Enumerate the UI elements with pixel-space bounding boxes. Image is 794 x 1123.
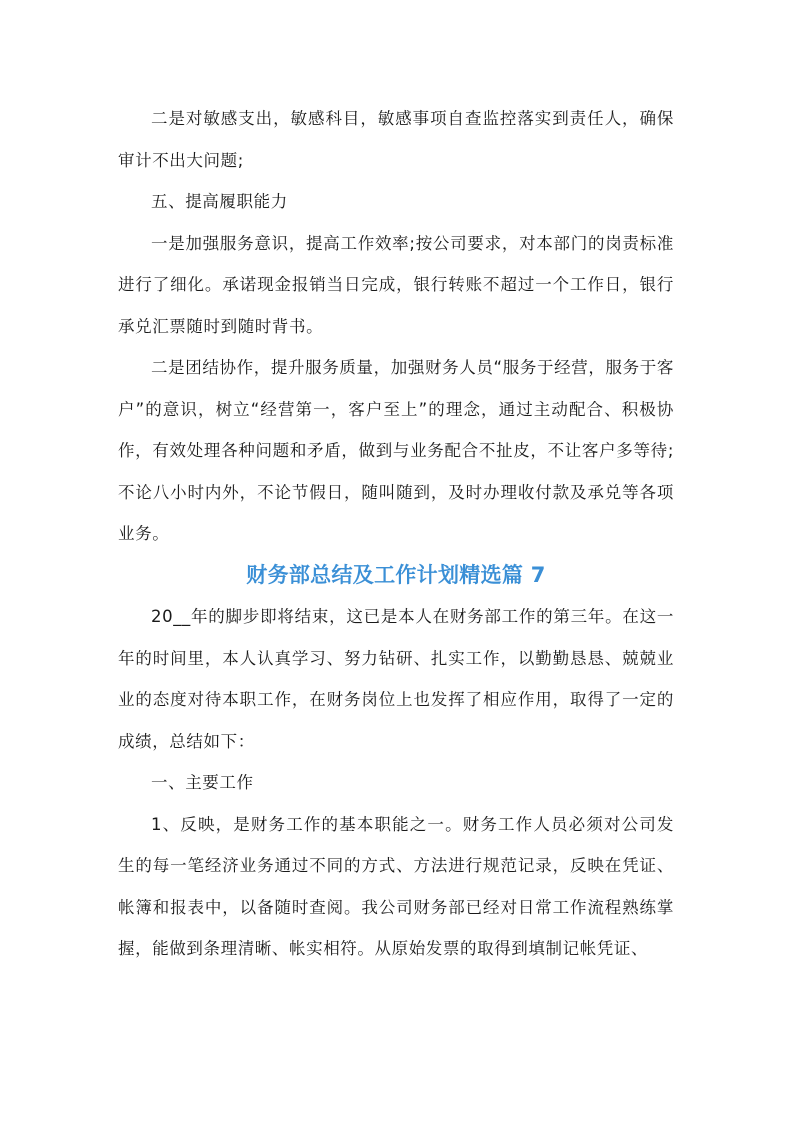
paragraph-year-summary: 20__年的脚步即将结束，这已是本人在财务部工作的第三年。在这一年的时间里，本人认真学习、努力钻研、扎实工作，以勤勤恳恳、兢兢业业的态度对待本职工作，在财务岗位上也发挥了相应作用，取得了一定的成绩，总结如下：: [118, 607, 674, 751]
paragraph-audit-control: 二是对敏感支出，敏感科目，敏感事项自查监控落实到责任人，确保审计不出大问题;: [118, 109, 674, 170]
paragraph-teamwork: 二是团结协作，提升服务质量，加强财务人员“服务于经营，服务于客户”的意识，树立“经营第一，客户至上”的理念，通过主动配合、积极协作，有效处理各种问题和矛盾，做到与业务配合不扯皮，不让客户多等待;不论八小时内外，不论节假日，随叫随到，及时办理收付款及承兑等各项业务。: [118, 358, 674, 543]
paragraph-reflection-function: 1、反映，是财务工作的基本职能之一。财务工作人员必须对公司发生的每一笔经济业务通过不同的方式、方法进行规范记录，反映在凭证、帐簿和报表中，以备随时查阅。我公司财务部已经对日常工作流程熟练掌握，能做到条理清晰、帐实相符。从原始发票的取得到填制记帐凭证、: [118, 814, 674, 958]
section-heading-main-work: 一、主要工作: [151, 773, 254, 792]
section-title: 财务部总结及工作计划精选篇 7: [246, 562, 546, 587]
paragraph-service-awareness: 一是加强服务意识，提高工作效率;按公司要求，对本部门的岗责标准进行了细化。承诺现金报销当日完成，银行转账不超过一个工作日，银行承兑汇票随时到随时背书。: [118, 233, 674, 336]
section-heading-improve-ability: 五、提高履职能力: [151, 192, 288, 211]
document-body: [118, 98, 674, 970]
